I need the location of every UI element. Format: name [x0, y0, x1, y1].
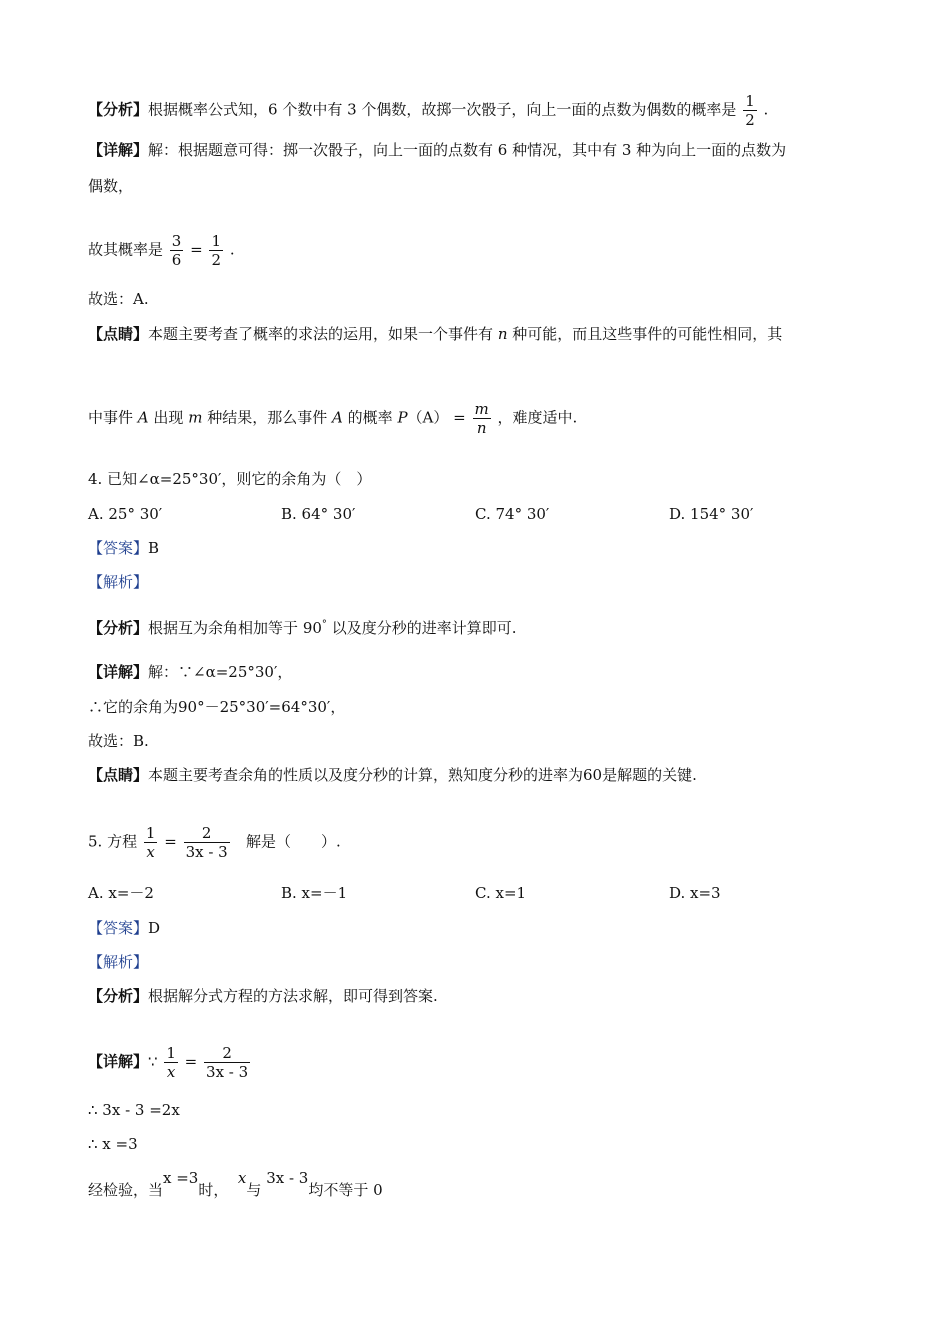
because-symbol: ∵: [148, 1052, 158, 1071]
fraction-one-over-x: $\frac{1}{x}$: [145, 824, 156, 861]
dianjing-text: 中事件: [88, 408, 134, 427]
q3-dianjing-line1: [88, 324, 782, 344]
xiangjie-text: 解：∵∠α=25°30′，: [148, 663, 293, 681]
q5-check-line: [88, 1169, 383, 1200]
fraction-two-over-3x-minus-3: $\frac{2}{3x - 3}$: [185, 824, 228, 861]
q3-xiangjie-line1: [88, 140, 786, 160]
dianjing-text: 本题主要考查余角的性质以及度分秒的计算，熟知度分秒的进率为60是解题的关键.: [148, 766, 697, 784]
q3-xiangjie-line2: 偶数，: [88, 177, 134, 195]
q5-option-b: B. x=－1: [281, 884, 348, 902]
dianjing-text: 的概率: [347, 408, 393, 427]
degree-sign: °: [321, 619, 327, 630]
q4-choose: 故选：B.: [88, 732, 149, 750]
q5-jiexi-tag: 【解析】: [88, 953, 149, 971]
q3-dianjing-line2: [88, 400, 577, 437]
answer-tag: 【答案】: [88, 919, 149, 937]
q4-option-d: D. 154° 30′: [669, 505, 754, 523]
var-A: A: [332, 408, 343, 427]
q5-option-d: D. x=3: [669, 884, 721, 902]
q5-suffix: 解是（ ）.: [246, 832, 341, 851]
check-text: 与: [246, 1181, 262, 1199]
xiangjie-text: 解：根据题意可得：掷一次骰子，向上一面的点数有 6 种情况，其中有 3 种为向上一面的点数为: [148, 141, 787, 159]
equals-sign: =: [184, 1052, 198, 1071]
period: .: [763, 100, 769, 119]
check-text: 经检验，当: [88, 1181, 164, 1199]
fenxi-tag: 【分析】: [88, 619, 149, 637]
equals-sign: =: [453, 408, 466, 427]
check-text: 时，: [198, 1181, 229, 1199]
q5-xiangjie-line: [88, 1044, 252, 1081]
fenxi-text: 以及度分秒的进率计算即可.: [331, 619, 517, 637]
q3-probability-line: [88, 232, 235, 269]
q4-option-c: C. 74° 30′: [475, 505, 550, 523]
q5-step2: ∴ x =3: [88, 1135, 138, 1153]
equals-sign: =: [164, 832, 177, 851]
q4-calc: ∴它的余角为90°－25°30′=64°30′，: [88, 698, 346, 716]
q5-option-a: A. x=－2: [88, 884, 154, 902]
fenxi-tag: 【分析】: [88, 100, 149, 119]
q5-question: [88, 824, 341, 861]
q4-question: 4. 已知∠α=25°30′，则它的余角为（ ）: [88, 470, 372, 488]
check-text: 均不等于 0: [308, 1181, 383, 1199]
fenxi-text: 根据概率公式知，6 个数中有 3 个偶数，故掷一次骰子，向上一面的点数为偶数的概率是: [148, 100, 737, 119]
dianjing-end: ，难度适中.: [497, 408, 578, 427]
xiangjie-tag: 【详解】: [88, 1052, 149, 1071]
q3-fenxi-line: [88, 92, 768, 129]
paren-A: （A）: [407, 408, 449, 427]
fraction-three-sixths: $\frac{3}{6}$: [171, 232, 182, 269]
fenxi-text: 根据解分式方程的方法求解，即可得到答案.: [148, 987, 438, 1005]
answer-value: B: [148, 539, 160, 557]
dianjing-tag: 【点睛】: [88, 325, 149, 343]
fenxi-text: 根据互为余角相加等于: [148, 619, 299, 637]
q4-jiexi-tag: 【解析】: [88, 573, 149, 591]
dianjing-text: 出现: [153, 408, 184, 427]
fraction-one-over-x: $\frac{1}{x}$: [166, 1044, 176, 1081]
q5-answer-line: [88, 918, 160, 938]
q5-fenxi-line: [88, 986, 438, 1006]
q4-answer-line: [88, 538, 159, 558]
xiangjie-tag: 【详解】: [88, 141, 149, 159]
var-n: n: [497, 325, 508, 343]
var-x: x: [237, 1169, 247, 1187]
var-m: m: [188, 408, 203, 427]
q3-choose: 故选：A.: [88, 290, 149, 308]
x-equals-3: x =3: [163, 1169, 199, 1187]
dianjing-text: 本题主要考查了概率的求法的运用，如果一个事件有: [148, 325, 494, 343]
period: .: [229, 240, 235, 259]
equals-sign: =: [190, 240, 203, 259]
q4-option-a: A. 25° 30′: [88, 505, 163, 523]
fraction-one-half: $\frac{1}{2}$: [211, 232, 222, 269]
fraction-one-half: $\frac{1}{2}$: [745, 92, 755, 129]
q5-step1: ∴ 3x - 3 =2x: [88, 1101, 180, 1119]
q4-xiangjie-line: [88, 662, 292, 682]
expr-3x-minus-3: 3x - 3: [266, 1169, 309, 1187]
q4-option-b: B. 64° 30′: [281, 505, 356, 523]
fraction-two-over-3x-minus-3: $\frac{2}{3x - 3}$: [206, 1044, 249, 1081]
answer-tag: 【答案】: [88, 539, 149, 557]
dianjing-tag: 【点睛】: [88, 766, 149, 784]
prob-prefix: 故其概率是: [88, 240, 164, 259]
q5-prefix: 5. 方程: [88, 832, 138, 851]
q5-option-c: C. x=1: [475, 884, 527, 902]
var-A: A: [137, 408, 149, 427]
ninety: 90: [302, 619, 322, 637]
fraction-m-over-n: $\frac{m}{n}$: [474, 400, 489, 437]
q4-dianjing-line: [88, 765, 697, 785]
fenxi-tag: 【分析】: [88, 987, 149, 1005]
dianjing-text: 种可能，而且这些事件的可能性相同，其: [512, 325, 783, 343]
answer-value: D: [148, 919, 161, 937]
q4-fenxi-line: [88, 618, 516, 641]
xiangjie-tag: 【详解】: [88, 663, 149, 681]
dianjing-text: 种结果，那么事件: [207, 408, 328, 427]
var-P: P: [397, 408, 408, 427]
